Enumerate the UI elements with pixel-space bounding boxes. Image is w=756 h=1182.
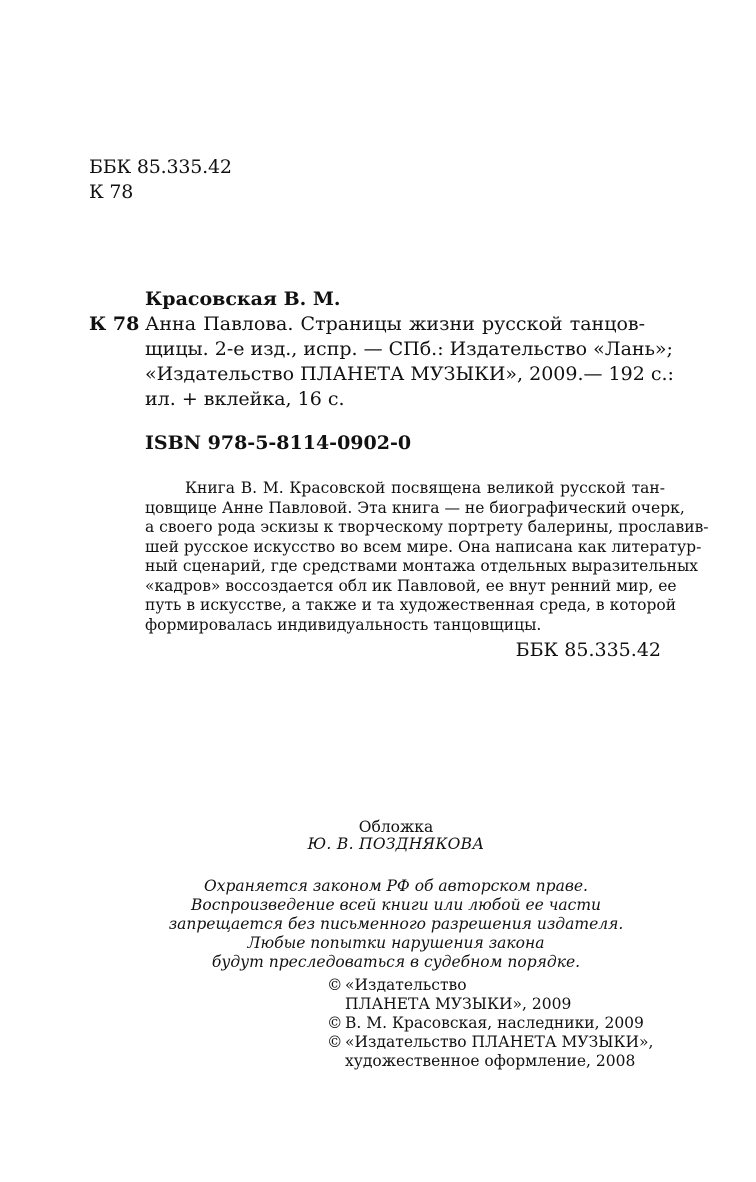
copyright-symbol: © [327,976,343,994]
copyright-symbol: © [327,1014,343,1032]
biblio-line: ил. + вклейка, 16 с. [145,388,345,410]
author-mark: К 78 [89,181,134,203]
cover-label: Обложка [358,818,434,836]
annotation-line: шей русское искусство во всем мире. Она написана как литератур- [145,537,702,556]
bibliographic-description [145,312,674,412]
annotation-line: ный сценарий, где средствами монтажа отдельных выразительных [145,557,699,575]
annotation-line: формировалась индивидуальность танцовщицы. [145,615,542,634]
classification-codes [89,155,232,205]
annotation-bbk: ББК 85.335.42 [515,639,661,661]
legal-notice [0,877,756,972]
annotation-line: цовщице Анне Павловой. Эта книга — не биографический очерк, [145,498,685,517]
biblio-line: щицы. 2-е изд., испр. — СПб.: Издательство «Лань»; [145,338,673,360]
legal-line: запрещается без письменного разрешения издателя. [168,915,624,933]
biblio-line: Анна Павлова. Страницы жизни русской танцов- [145,313,645,335]
copyright-continuation: ПЛАНЕТА МУЗЫКИ», 2009 [345,995,572,1013]
copyright-line [327,1033,653,1052]
entry-code: К 78 [89,313,140,335]
biblio-line: «Издательство ПЛАНЕТА МУЗЫКИ», 2009.— 192 с.: [145,363,674,385]
annotation-line: путь в искусстве, а также и та художественная среда, в которой [145,596,677,614]
annotation-paragraph [145,479,709,635]
isbn: ISBN 978-5-8114-0902-0 [145,432,412,454]
copyright-text: «Издательство [345,976,467,994]
copyright-text: В. М. Красовская, наследники, 2009 [345,1014,644,1032]
annotation-line: «кадров» воссоздается обл ик Павловой, ее внут ренний мир, ее [145,576,677,595]
copyright-line [327,1014,653,1033]
bbk-code: ББК 85.335.42 [89,156,232,178]
annotation-line: Книга В. М. Красовской посвящена великой русской тан- [185,479,665,497]
copyright-continuation: художественное оформление, 2008 [345,1052,636,1070]
legal-line: Воспроизведение всей книги или любой ее части [190,896,602,914]
copyright-line [327,976,653,995]
legal-line: Любые попытки нарушения закона [247,934,545,952]
legal-line: Охраняется законом РФ об авторском праве. [204,877,588,895]
entry-author: Красовская В. М. [145,288,341,310]
cover-designer: Ю. В. ПОЗДНЯКОВА [307,835,485,853]
legal-line: будут преследоваться в судебном порядке. [211,953,581,971]
copyright-symbol: © [327,1033,343,1051]
copyright-block [327,976,653,1071]
annotation-line: а своего рода эскизы к творческому портрету балерины, прославив- [145,518,709,536]
copyright-text: «Издательство ПЛАНЕТА МУЗЫКИ», [345,1033,654,1051]
